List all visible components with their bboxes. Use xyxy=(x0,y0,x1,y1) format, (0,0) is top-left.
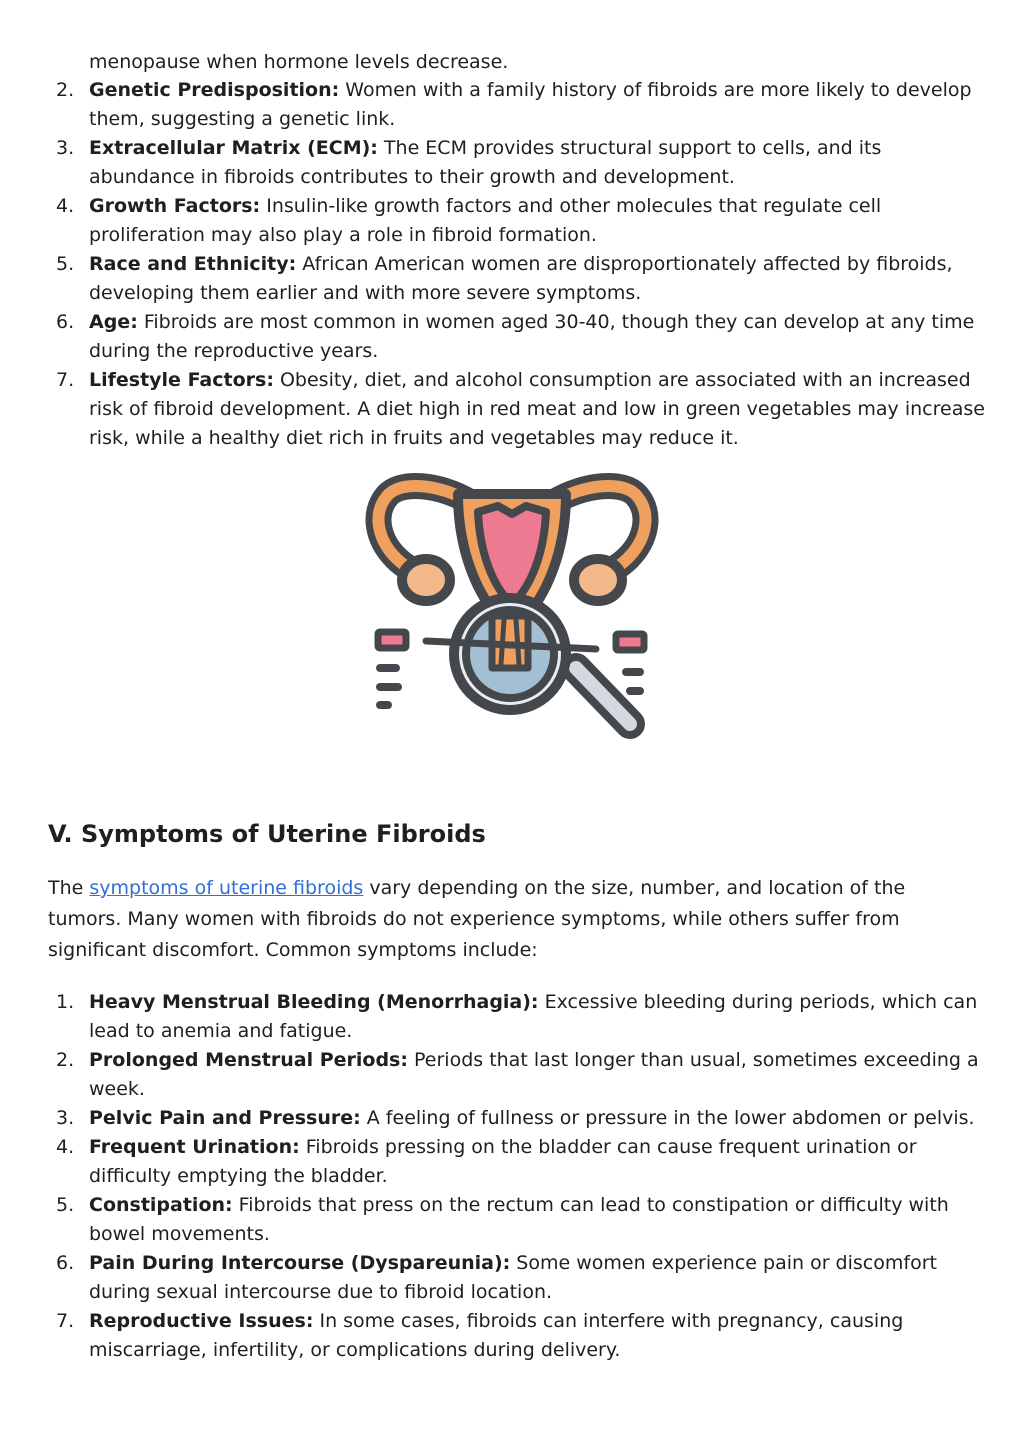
symptoms-link[interactable]: symptoms of uterine fibroids xyxy=(89,877,364,899)
list-description: In some cases, fibroids can interfere with pregnancy, causing miscarriage, infertility, or complications during delivery. xyxy=(89,1310,904,1361)
list-description: Insulin-like growth factors and other molecules that regulate cell proliferation may also play a role in fibroid formation. xyxy=(89,195,882,246)
list-number: 4. xyxy=(56,1136,75,1158)
list-number: 7. xyxy=(56,1310,75,1332)
list-item xyxy=(48,134,988,192)
list-term: Genetic Predisposition: xyxy=(89,79,340,101)
list-number: 6. xyxy=(56,311,75,333)
list-number: 3. xyxy=(56,137,75,159)
list-number: 7. xyxy=(56,369,75,391)
list-description: A feeling of fullness or pressure in the lower abdomen or pelvis. xyxy=(360,1107,975,1129)
list-item xyxy=(48,366,988,453)
list-term: Heavy Menstrual Bleeding (Menorrhagia): xyxy=(89,991,539,1013)
list-number: 2. xyxy=(56,1049,75,1071)
list-number: 5. xyxy=(56,1194,75,1216)
continuation-text: menopause when hormone levels decrease. xyxy=(89,51,509,73)
list-number: 4. xyxy=(56,195,75,217)
list-term: Reproductive Issues: xyxy=(89,1310,314,1332)
list-number: 2. xyxy=(56,79,75,101)
list-description: Periods that last longer than usual, sometimes exceeding a week. xyxy=(89,1049,979,1100)
list-term: Age: xyxy=(89,311,138,333)
list-description: Fibroids that press on the rectum can lead to constipation or difficulty with bowel movements. xyxy=(89,1194,949,1245)
list-term: Growth Factors: xyxy=(89,195,261,217)
list-number: 5. xyxy=(56,253,75,275)
causes-list xyxy=(48,76,988,453)
list-number: 6. xyxy=(56,1252,75,1274)
list-term: Lifestyle Factors: xyxy=(89,369,274,391)
list-description: Women with a family history of fibroids are more likely to develop them, suggesting a genetic link. xyxy=(89,79,972,130)
list-item xyxy=(48,1046,988,1104)
intro-paragraph xyxy=(48,873,978,966)
list-term: Prolonged Menstrual Periods: xyxy=(89,1049,408,1071)
list-item xyxy=(48,308,988,366)
intro-suffix: vary depending on the size, number, and location of the tumors. Many women with fibroids do not experience symptoms, while others suffer from significant discomfort. Common symptoms include: xyxy=(48,877,906,961)
list-term: Pain During Intercourse (Dyspareunia): xyxy=(89,1252,511,1274)
uterus-magnifier-icon xyxy=(364,470,660,752)
list-description: The ECM provides structural support to cells, and its abundance in fibroids contributes to their growth and development. xyxy=(89,137,882,188)
symptoms-list xyxy=(48,988,988,1365)
list-item xyxy=(48,1191,988,1249)
list-term: Race and Ethnicity: xyxy=(89,253,297,275)
list-item xyxy=(48,988,988,1046)
list-item xyxy=(48,1133,988,1191)
list-item xyxy=(48,192,988,250)
list-number: 1. xyxy=(56,991,75,1013)
list-description: Fibroids are most common in women aged 30-40, though they can develop at any time during the reproductive years. xyxy=(89,311,975,362)
list-term: Frequent Urination: xyxy=(89,1136,300,1158)
list-term: Extracellular Matrix (ECM): xyxy=(89,137,378,159)
list-item xyxy=(48,250,988,308)
list-description: Obesity, diet, and alcohol consumption are associated with an increased risk of fibroid development. A diet high in red meat and low in green vegetables may increase risk, while a healthy diet rich in fruits and vegetables may reduce it. xyxy=(89,369,985,449)
list-item xyxy=(48,1104,988,1133)
list-term: Pelvic Pain and Pressure: xyxy=(89,1107,361,1129)
intro-prefix: The xyxy=(48,877,90,899)
list-item xyxy=(48,76,988,134)
list-description: Fibroids pressing on the bladder can cause frequent urination or difficulty emptying the bladder. xyxy=(89,1136,917,1187)
section-heading: V. Symptoms of Uterine Fibroids xyxy=(48,820,486,848)
list-number: 3. xyxy=(56,1107,75,1129)
list-item xyxy=(48,1307,988,1365)
list-item xyxy=(48,1249,988,1307)
list-term: Constipation: xyxy=(89,1194,233,1216)
list-description: African American women are disproportionately affected by fibroids, developing them earlier and with more severe symptoms. xyxy=(89,253,953,304)
list-description: Some women experience pain or discomfort during sexual intercourse due to fibroid location. xyxy=(89,1252,937,1303)
list-description: Excessive bleeding during periods, which can lead to anemia and fatigue. xyxy=(89,991,978,1042)
